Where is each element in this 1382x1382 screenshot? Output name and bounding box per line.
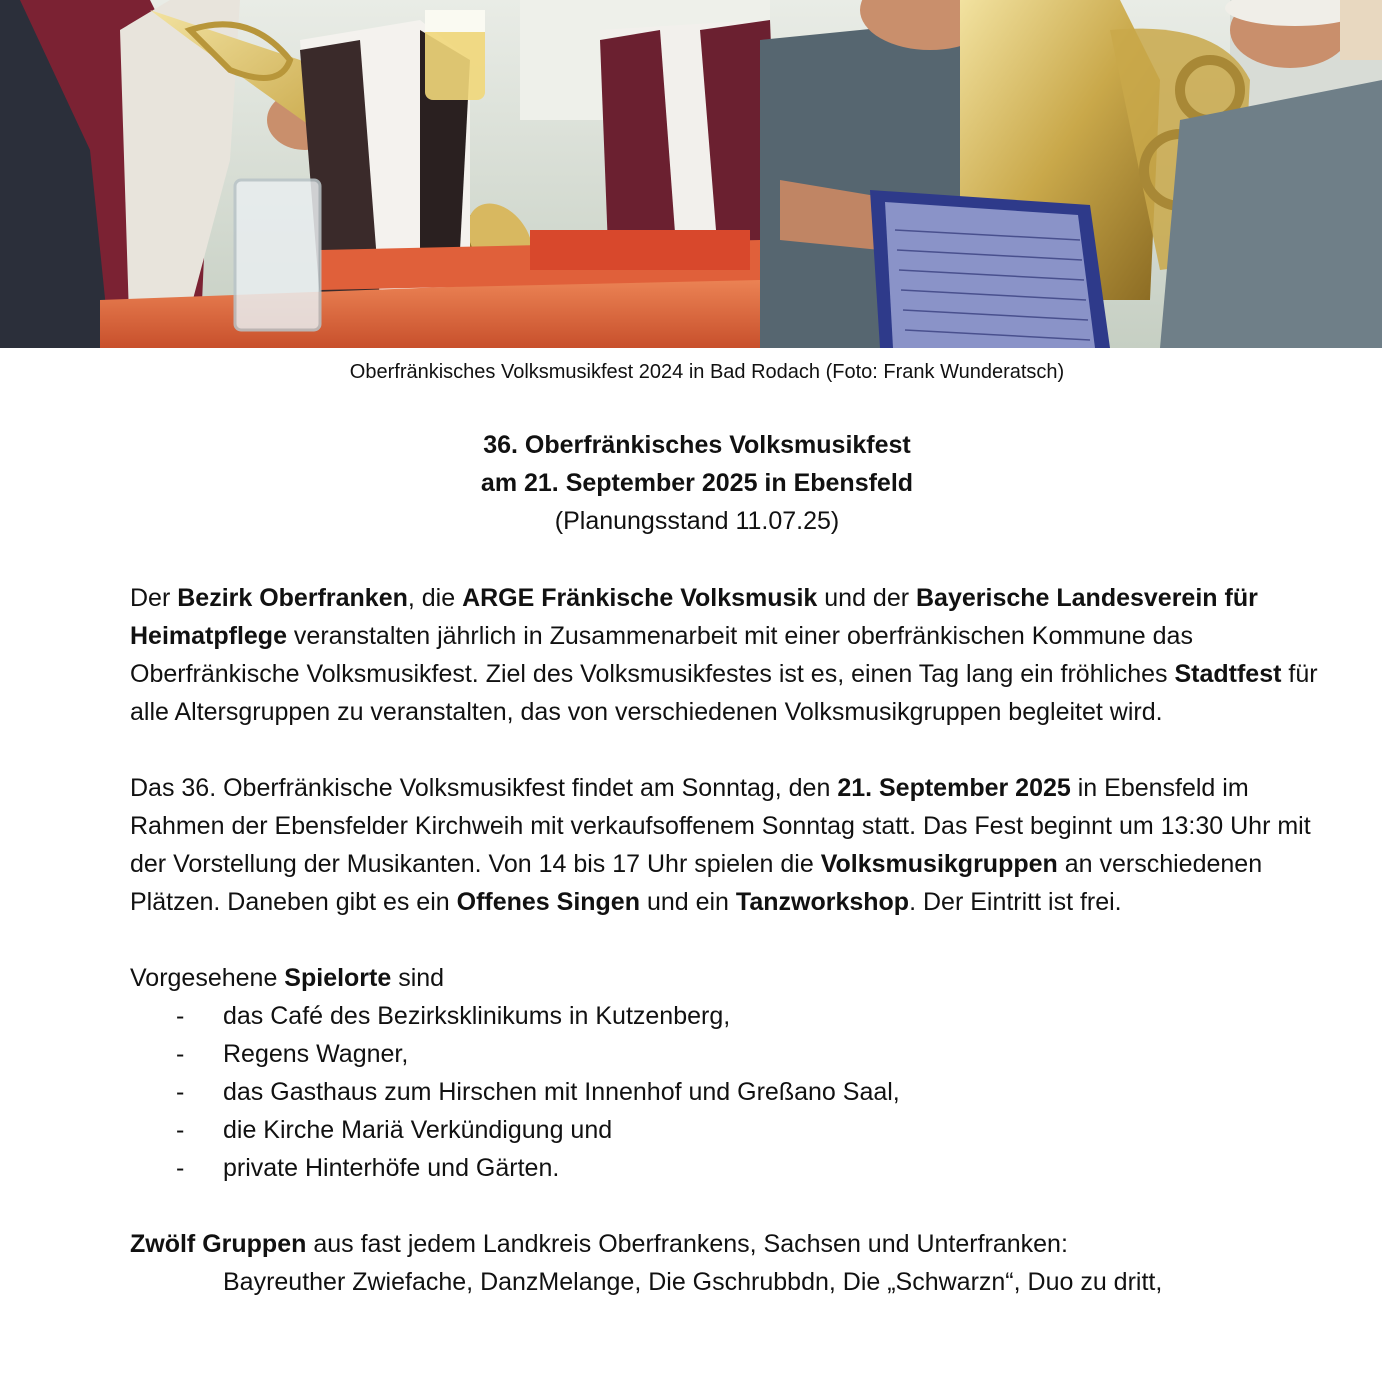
text-run: Der bbox=[130, 584, 178, 612]
heading-title: 36. Oberfränkisches Volksmusikfest bbox=[483, 431, 911, 459]
bold-run: Offenes Singen bbox=[456, 888, 640, 916]
list-item bbox=[130, 1035, 1320, 1073]
text-run: an verschiedenen Plätzen. Daneben gibt es ein bbox=[130, 850, 1263, 916]
list-dash: - bbox=[176, 1040, 185, 1068]
bold-run: Bayerische Landesverein für Heimatpflege bbox=[130, 584, 1258, 650]
bold-run: Volksmusikgruppen bbox=[820, 850, 1058, 878]
groups-list: Bayreuther Zwiefache, DanzMelange, Die Gschrubbdn, Die „Schwarzn“, Duo zu dritt, bbox=[223, 1268, 1163, 1296]
list-dash: - bbox=[176, 1002, 185, 1030]
text-run: in Ebensfeld im Rahmen der Ebensfelder Kirchweih mit verkaufsoffenem Sonntag statt. Das Fest beginnt um 13:30 Uhr mit der Vorstellung der Musikanten. Von 14 bis 17 Uhr spielen die bbox=[130, 774, 1311, 878]
list-item bbox=[130, 1073, 1320, 1111]
text-run: und ein bbox=[640, 888, 736, 916]
text-run: veranstalten jährlich in Zusammenarbeit mit einer oberfränkischen Kommune das Oberfränkische Volksmusikfest. Ziel des Volksmusikfestes ist es, einen Tag lang ein fröhliches bbox=[130, 622, 1193, 688]
bold-run: ARGE Fränkische Volksmusik bbox=[462, 584, 818, 612]
text-run: . Der Eintritt ist frei. bbox=[909, 888, 1122, 916]
text-run: für alle Altersgruppen zu veranstalten, das von verschiedenen Volksmusikgruppen begleitet wird. bbox=[130, 660, 1318, 726]
text-run: Vorgesehene bbox=[130, 964, 285, 992]
list-item bbox=[130, 1149, 1320, 1187]
groups-intro bbox=[130, 1225, 1320, 1263]
list-item-text: das Café des Bezirksklinikums in Kutzenberg, bbox=[223, 1002, 731, 1030]
list-dash: - bbox=[176, 1116, 185, 1144]
venues-list bbox=[130, 997, 1320, 1187]
list-item-text: Regens Wagner, bbox=[223, 1040, 409, 1068]
photo-caption: Oberfränkisches Volksmusikfest 2024 in Bad Rodach (Foto: Frank Wunderatsch) bbox=[349, 361, 1065, 383]
list-item bbox=[130, 997, 1320, 1035]
bold-run: Stadtfest bbox=[1174, 660, 1282, 688]
bold-run: Tanzworkshop bbox=[735, 888, 910, 916]
list-item-text: das Gasthaus zum Hirschen mit Innenhof und Greßano Saal, bbox=[223, 1078, 900, 1106]
list-item bbox=[130, 1111, 1320, 1149]
heading-planning-status: (Planungsstand 11.07.25) bbox=[554, 507, 840, 535]
venues-section bbox=[130, 959, 1320, 1187]
bold-run: 21. September 2025 bbox=[837, 774, 1071, 802]
document-body bbox=[130, 579, 1320, 1301]
list-item-text: private Hinterhöfe und Gärten. bbox=[223, 1154, 560, 1182]
text-run: sind bbox=[391, 964, 445, 992]
schedule-paragraph bbox=[130, 769, 1320, 921]
text-run: aus fast jedem Landkreis Oberfrankens, Sachsen und Unterfranken: bbox=[306, 1230, 1068, 1258]
list-item-text: die Kirche Mariä Verkündigung und bbox=[223, 1116, 613, 1144]
event-heading bbox=[6, 426, 1382, 540]
bold-run: Bezirk Oberfranken bbox=[177, 584, 408, 612]
list-dash: - bbox=[176, 1078, 185, 1106]
bold-run: Spielorte bbox=[284, 964, 392, 992]
intro-paragraph bbox=[130, 579, 1320, 731]
bold-run: Zwölf Gruppen bbox=[130, 1230, 307, 1258]
header-photo bbox=[0, 0, 1382, 348]
venues-intro bbox=[130, 959, 1320, 997]
text-run: und der bbox=[817, 584, 916, 612]
groups-section bbox=[130, 1225, 1320, 1301]
text-run: Das 36. Oberfränkische Volksmusikfest findet am Sonntag, den bbox=[130, 774, 838, 802]
heading-date-place: am 21. September 2025 in Ebensfeld bbox=[480, 469, 914, 497]
text-run: , die bbox=[407, 584, 463, 612]
musicians-photo bbox=[0, 0, 1382, 348]
list-dash: - bbox=[176, 1154, 185, 1182]
